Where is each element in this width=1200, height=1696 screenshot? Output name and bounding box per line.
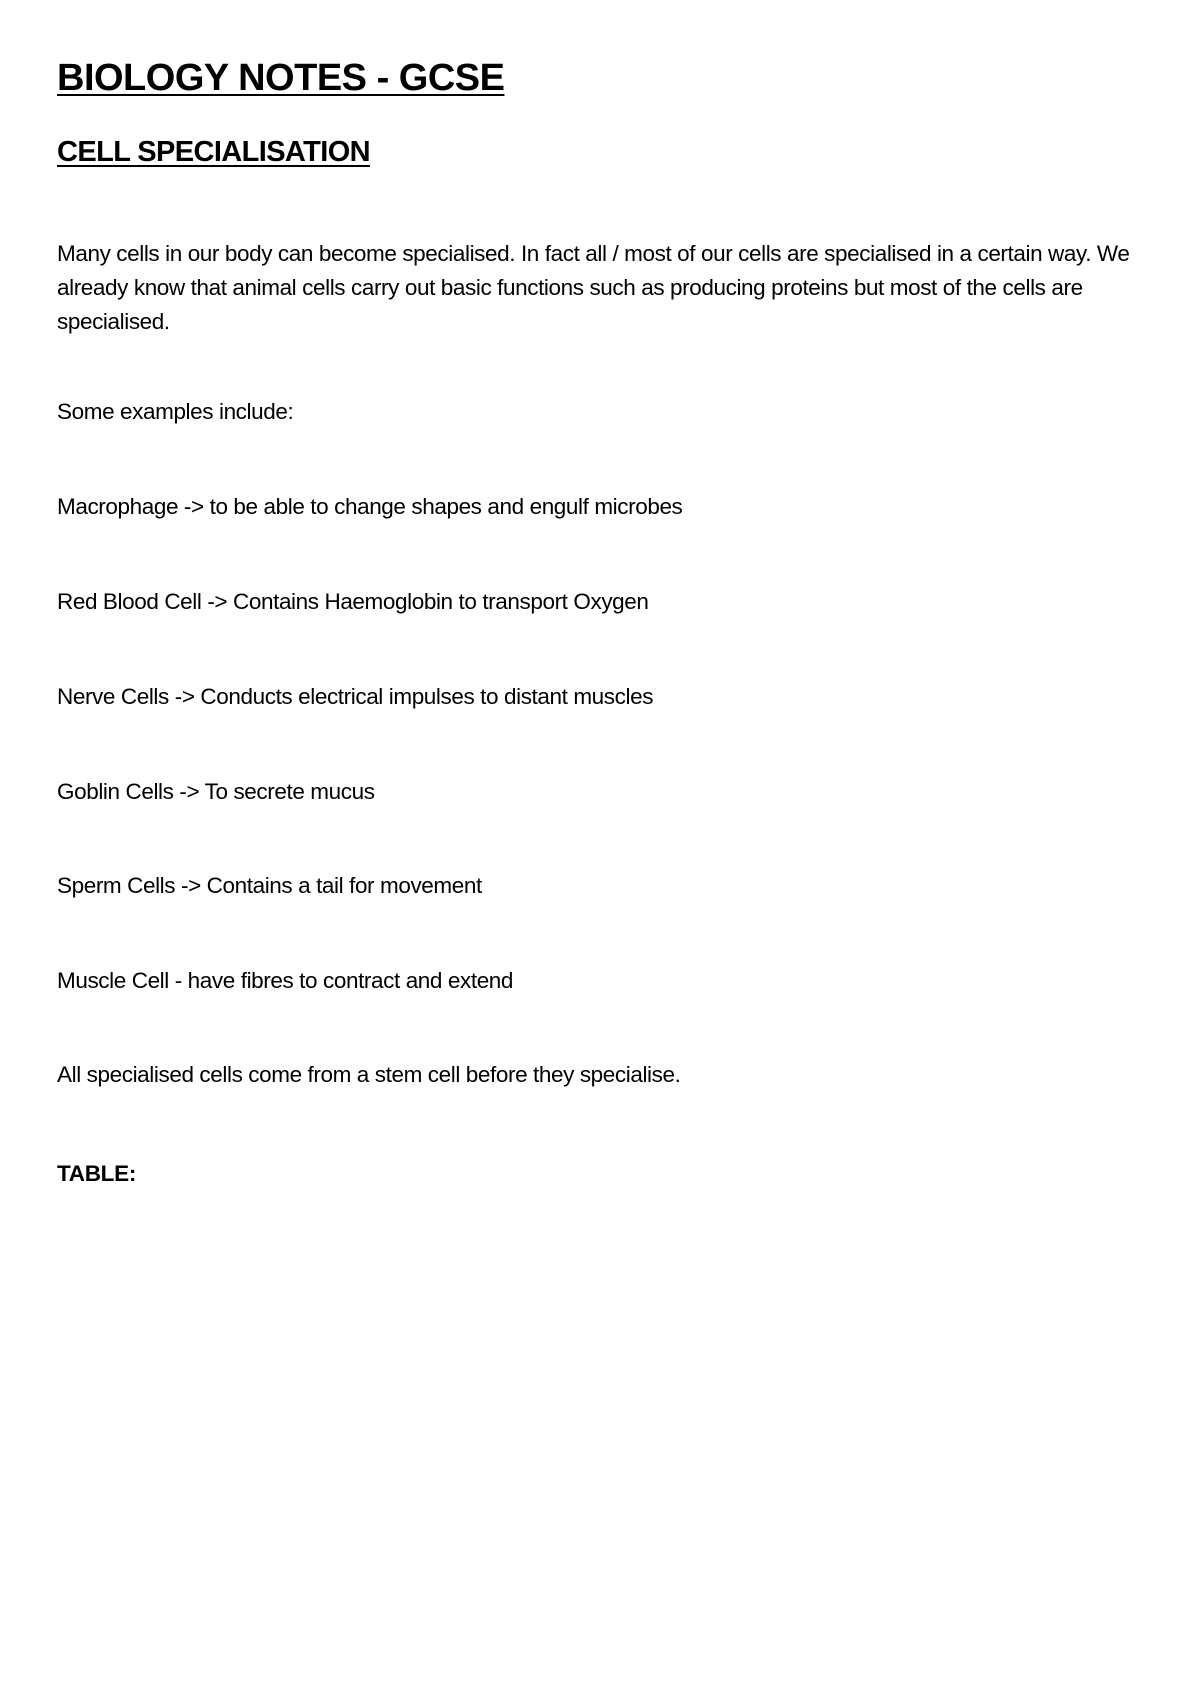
example-item-sperm-cells: Sperm Cells -> Contains a tail for movement: [57, 873, 482, 898]
example-item-muscle-cell: Muscle Cell - have fibres to contract and extend: [57, 968, 514, 993]
example-item-macrophage: Macrophage -> to be able to change shapes and engulf microbes: [57, 494, 683, 519]
examples-intro: Some examples include:: [57, 399, 294, 424]
section-heading: CELL SPECIALISATION: [57, 136, 370, 168]
table-label: TABLE:: [57, 1161, 137, 1186]
example-item-red-blood-cell: Red Blood Cell -> Contains Haemoglobin to transport Oxygen: [57, 589, 649, 614]
example-item-goblin-cells: Goblin Cells -> To secrete mucus: [57, 779, 375, 804]
intro-paragraph: Many cells in our body can become specialised. In fact all / most of our cells are specialised in a certain way. We already know that animal cells carry out basic functions such as producing proteins but most of the cells are specialised.: [57, 241, 1130, 334]
example-item-nerve-cells: Nerve Cells -> Conducts electrical impulses to distant muscles: [57, 684, 654, 709]
conclusion-text: All specialised cells come from a stem cell before they specialise.: [57, 1062, 681, 1087]
page-title: BIOLOGY NOTES - GCSE: [57, 57, 505, 99]
